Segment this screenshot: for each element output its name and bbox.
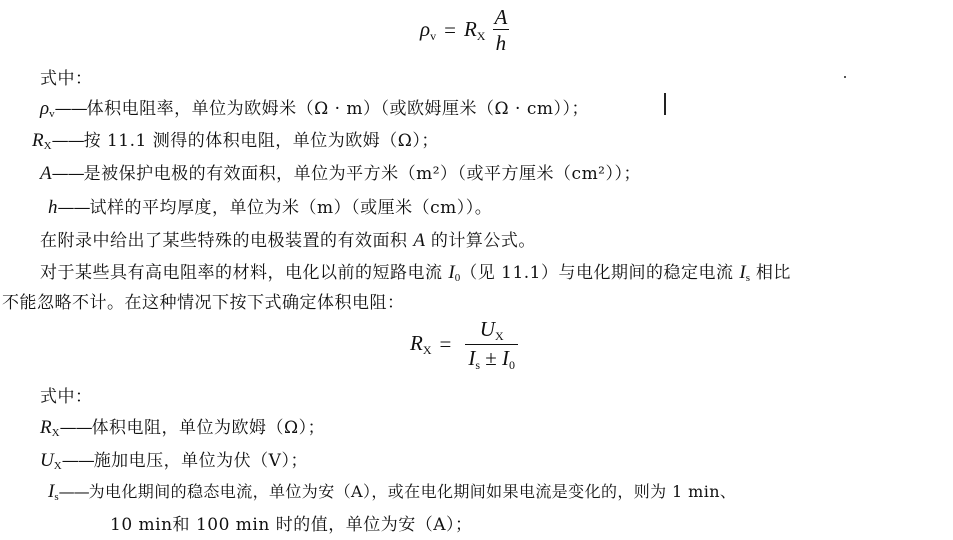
formula1-lhs: $\rho_v$ [420,16,437,43]
paragraph-appendix: 在附录中给出了某些特殊的电极装置的有效面积 A 的计算公式。 [40,230,536,251]
where-label-1: 式中： [40,69,93,89]
def-text: 按 11.1 测得的体积电阻，单位为欧姆（Ω）； [83,131,439,151]
def-symbol: h [48,197,58,218]
def-symbol: $R_X$ [40,417,60,439]
def-ux: $U_X——$施加电压，单位为伏（V）； [40,450,308,472]
paragraph-high-resistivity-line1: 对于某些具有高电阻率的材料，电化以前的短路电流 $I_0$（见 11.1）与电化期间的稳定电流 $I_s$ 相比 [40,262,791,284]
def-symbol: $I_s$ [48,481,59,503]
formula1-numerator: A [494,5,508,29]
formula1-denominator: h [493,29,510,54]
formula2-lhs: $R_X$ [410,331,432,358]
formula-volume-resistance [410,318,518,371]
def-text: 为电化期间的稳态电流，单位为安（A），或在电化期间如果电流是变化的，则为 1 min、 [88,482,737,501]
def-symbol: A [40,163,52,184]
def-text: 施加电压，单位为伏（V）； [93,451,308,471]
formula2-equals: = [439,332,452,357]
def-text: 试样的平均厚度，单位为米（m）（或厘米（cm））。 [89,198,493,218]
def-rho-v: $\rho_v——$体积电阻率，单位为欧姆米（Ω · m）（或欧姆厘米（Ω · cm））； [40,98,589,120]
def-rx-2: $R_X——$体积电阻，单位为欧姆（Ω）； [40,417,326,439]
def-text: 是被保护电极的有效面积，单位为平方米（m²）（或平方厘米（cm²））； [83,164,641,184]
formula1-fraction [491,6,510,54]
text-cursor [664,93,666,115]
formula1-coef: $R_X$ [463,16,486,43]
def-a: A——是被保护电极的有效面积，单位为平方米（m²）（或平方厘米（cm²））； [40,163,641,184]
formula-volume-resistivity [420,6,510,54]
def-symbol: $U_X$ [40,450,62,472]
formula2-denominator: $I_s \pm I_0$ [465,344,518,372]
def-is: $I_s——$为电化期间的稳态电流，单位为安（A），或在电化期间如果电流是变化的，则为 1 min、 [48,481,737,503]
def-symbol: $R_X$ [32,130,52,152]
def-is-continuation: 10 min和 100 min 时的值，单位为安（A）； [110,515,473,535]
paragraph-high-resistivity-line2: 不能忽略不计。在这种情况下按下式确定体积电阻： [2,293,405,313]
formula2-numerator: $U_X$ [479,317,504,343]
def-symbol: $\rho_v$ [40,98,55,120]
where-label-2: 式中： [40,387,93,407]
def-text: 体积电阻率，单位为欧姆米（Ω · m）（或欧姆厘米（Ω · cm））； [86,99,589,119]
def-rx: $R_X——$按 11.1 测得的体积电阻，单位为欧姆（Ω）； [32,130,439,152]
formula2-fraction [465,318,518,371]
scan-speck [844,76,846,78]
formula1-equals: = [444,17,456,42]
def-h: h——试样的平均厚度，单位为米（m）（或厘米（cm））。 [48,197,493,218]
def-text: 体积电阻，单位为欧姆（Ω）； [91,418,326,438]
